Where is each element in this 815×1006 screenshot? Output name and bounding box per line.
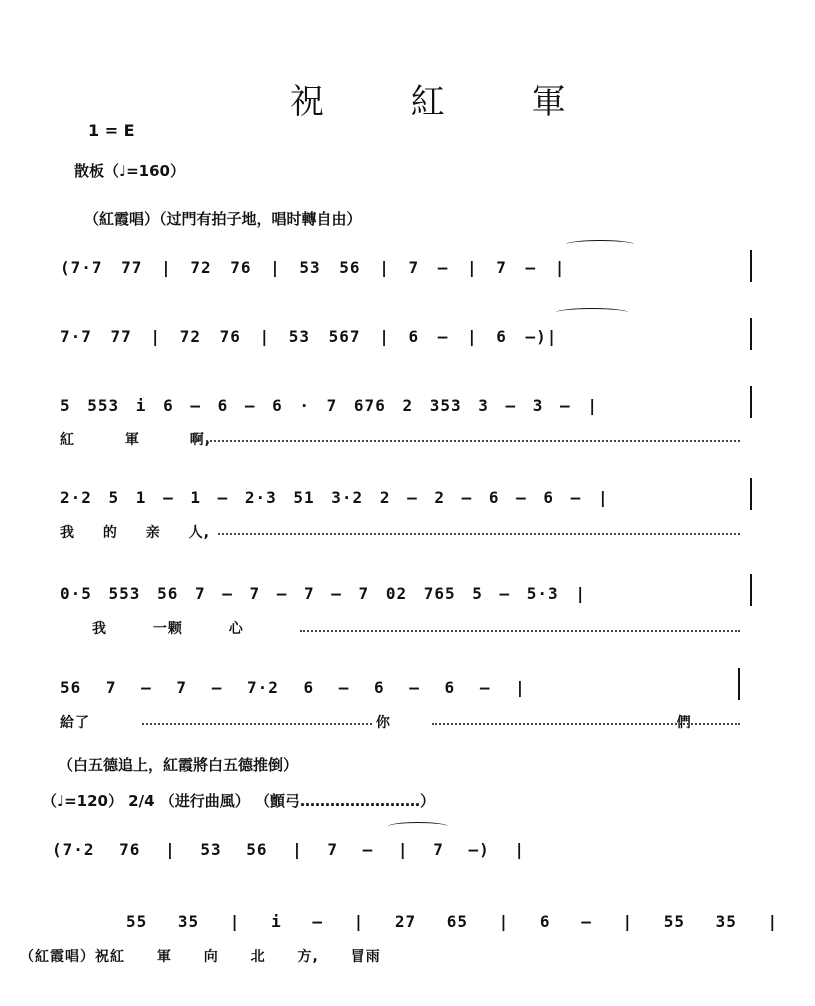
staff-3-lyric: 紅 軍 啊, [60,432,212,448]
staff-4-lyric: 我 的 亲 人, [60,525,210,541]
staff-2-end-barline [750,318,752,350]
staff-6-notes: 56 7 — 7 — 7·2 6 — 6 — 6 — | [60,678,526,697]
stage-direction: （白五德追上，紅霞將白五德推倒） [58,756,299,774]
staff-8-lyric: （紅霞唱）祝紅 軍 向 北 方, 冒雨 [20,949,381,965]
staff-5-notes: 0·5 553 56 7 — 7 — 7 — 7 02 765 5 — 5·3 | [60,584,586,603]
staff-4-notes: 2·2 5 1 — 1 — 2·3 51 3·2 2 — 2 — 6 — 6 — | [60,488,609,507]
staff-6-extension-line-b [432,723,740,725]
staff-1-notes: (7·7 77 | 72 76 | 53 56 | 7 — | 7 — | [60,258,566,277]
staff-8-notes: 55 35 | i — | 27 65 | 6 — | 55 35 | [126,912,779,931]
staff-7-notes: (7·2 76 | 53 56 | 7 — | 7 —) | [52,840,525,859]
key-signature: 1 = E [88,121,135,140]
staff-1-tie [566,240,634,249]
staff-4-end-barline [750,478,752,510]
staff-6-end-barline [738,668,740,700]
page-title: 祝 紅 軍 [290,82,604,122]
staff-3-end-barline [750,386,752,418]
staff-7-tie [388,822,448,831]
staff-5-lyric: 我 一颗 心 [92,621,244,637]
staff-3-extension-line [206,440,740,442]
tempo-march: （♩=120） 2/4 （进行曲風） （顫弓……………………） [42,792,435,810]
staff-4-extension-line [218,533,740,535]
staff-5-extension-line [300,630,740,632]
staff-3-notes: 5 553 i 6 — 6 — 6 · 7 676 2 353 3 — 3 — | [60,396,598,415]
staff-6-lyric: 給了 你 們 [60,715,692,731]
staff-1-end-barline [750,250,752,282]
staff-5-end-barline [750,574,752,606]
singer-note: （紅霞唱）（过門有拍子地，唱时轉自由） [84,210,362,228]
staff-2-notes: 7·7 77 | 72 76 | 53 567 | 6 — | 6 —)| [60,327,558,346]
staff-2-tie [556,308,628,317]
staff-6-extension-line-a [142,723,372,725]
tempo-intro: 散板（♩=160） [74,162,185,180]
